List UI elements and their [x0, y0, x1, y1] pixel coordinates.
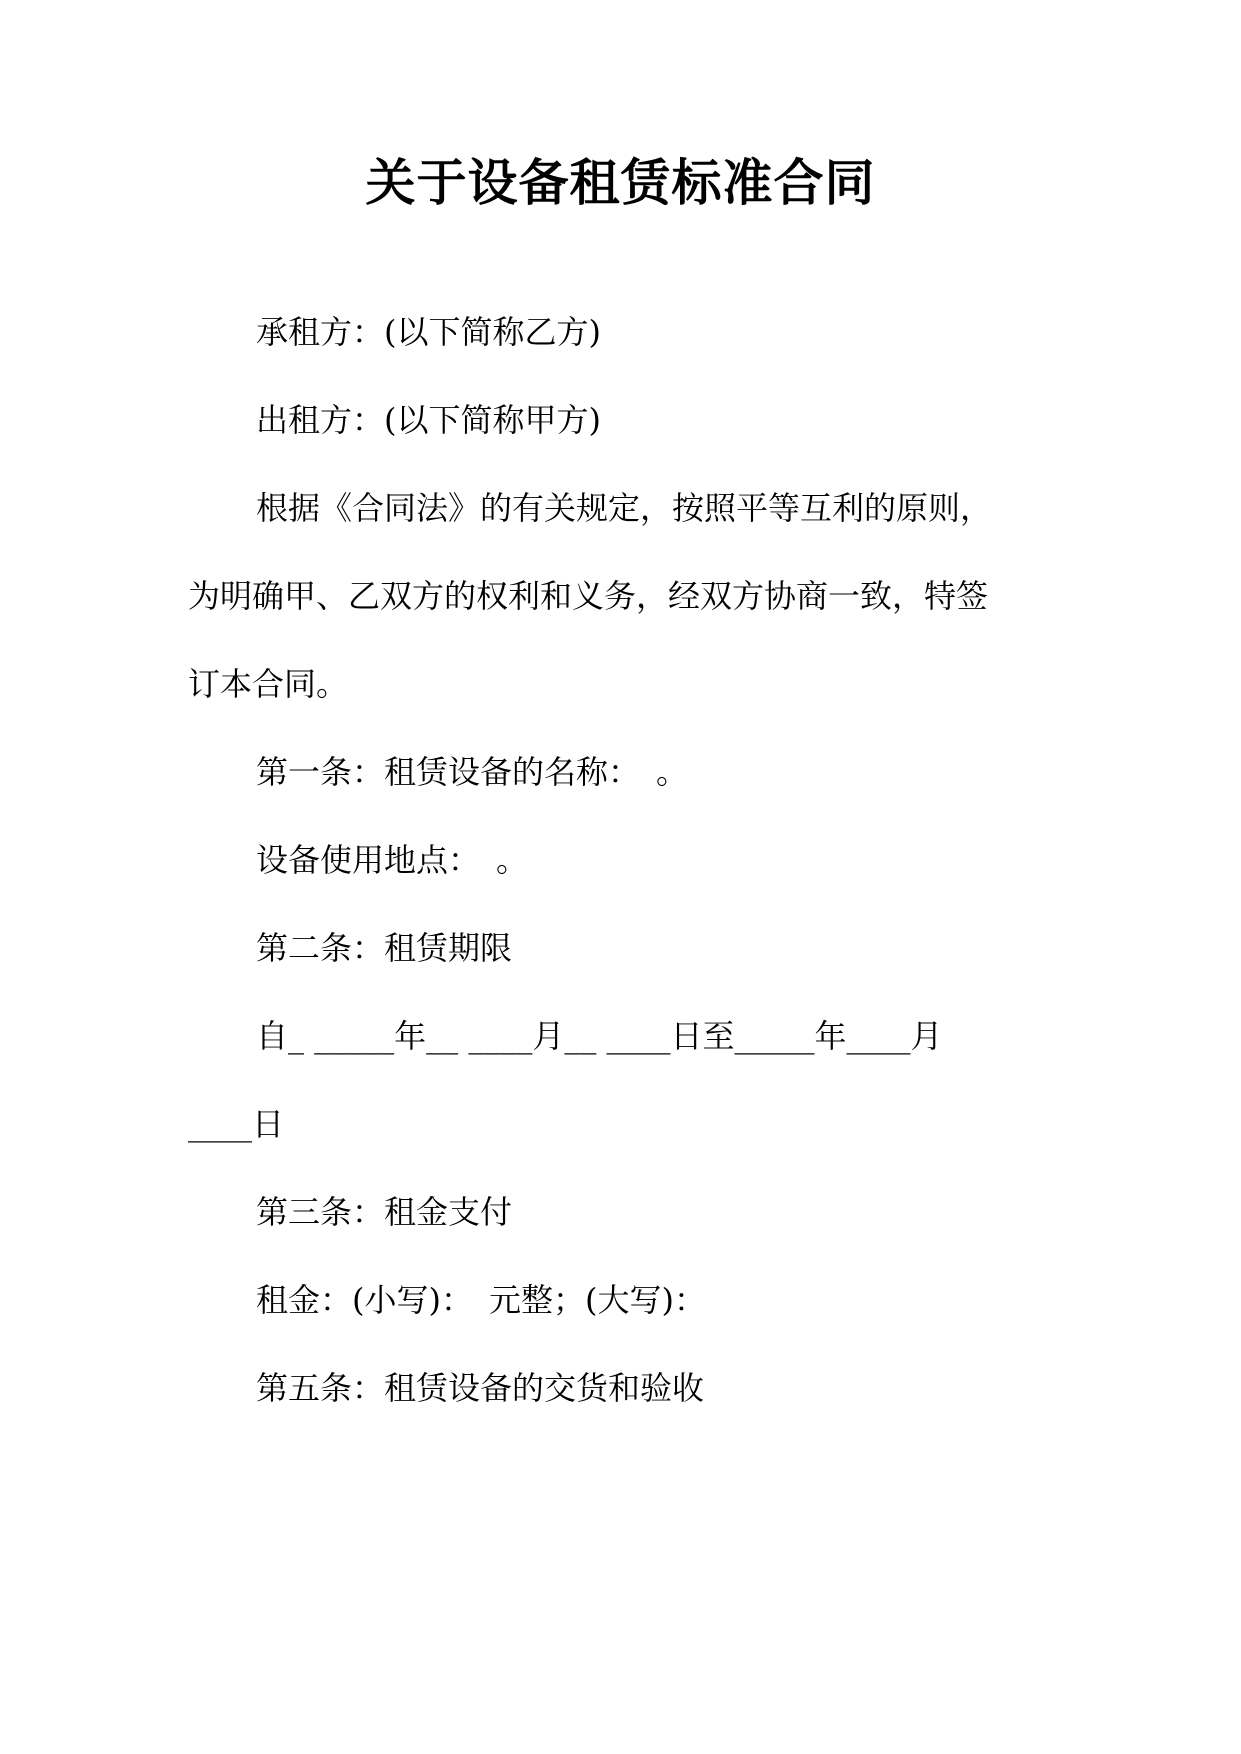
preamble-line-3: 订本合同。 — [188, 665, 349, 703]
article-5-line: 第五条：租赁设备的交货和验收 — [256, 1369, 705, 1407]
lease-period-line-2: ____日 — [188, 1105, 285, 1143]
article-3-line: 第三条：租金支付 — [256, 1193, 513, 1231]
lessor-line: 出租方：(以下简称甲方) — [256, 401, 601, 439]
equipment-location-line: 设备使用地点： 。 — [256, 841, 529, 879]
lessee-line: 承租方：(以下简称乙方) — [256, 313, 601, 351]
article-1-line: 第一条：租赁设备的名称： 。 — [256, 753, 689, 791]
article-2-line: 第二条：租赁期限 — [256, 929, 513, 967]
preamble-line-2: 为明确甲、乙双方的权利和义务，经双方协商一致，特签 — [188, 577, 989, 615]
rent-amount-line: 租金：(小写)： 元整；(大写)： — [256, 1281, 706, 1319]
lease-period-line-1: 自_ _____年__ ____月__ ____日至_____年____月 — [256, 1017, 943, 1055]
document-title: 关于设备租赁标准合同 — [365, 154, 876, 212]
preamble-line-1: 根据《合同法》的有关规定，按照平等互利的原则， — [256, 489, 993, 527]
